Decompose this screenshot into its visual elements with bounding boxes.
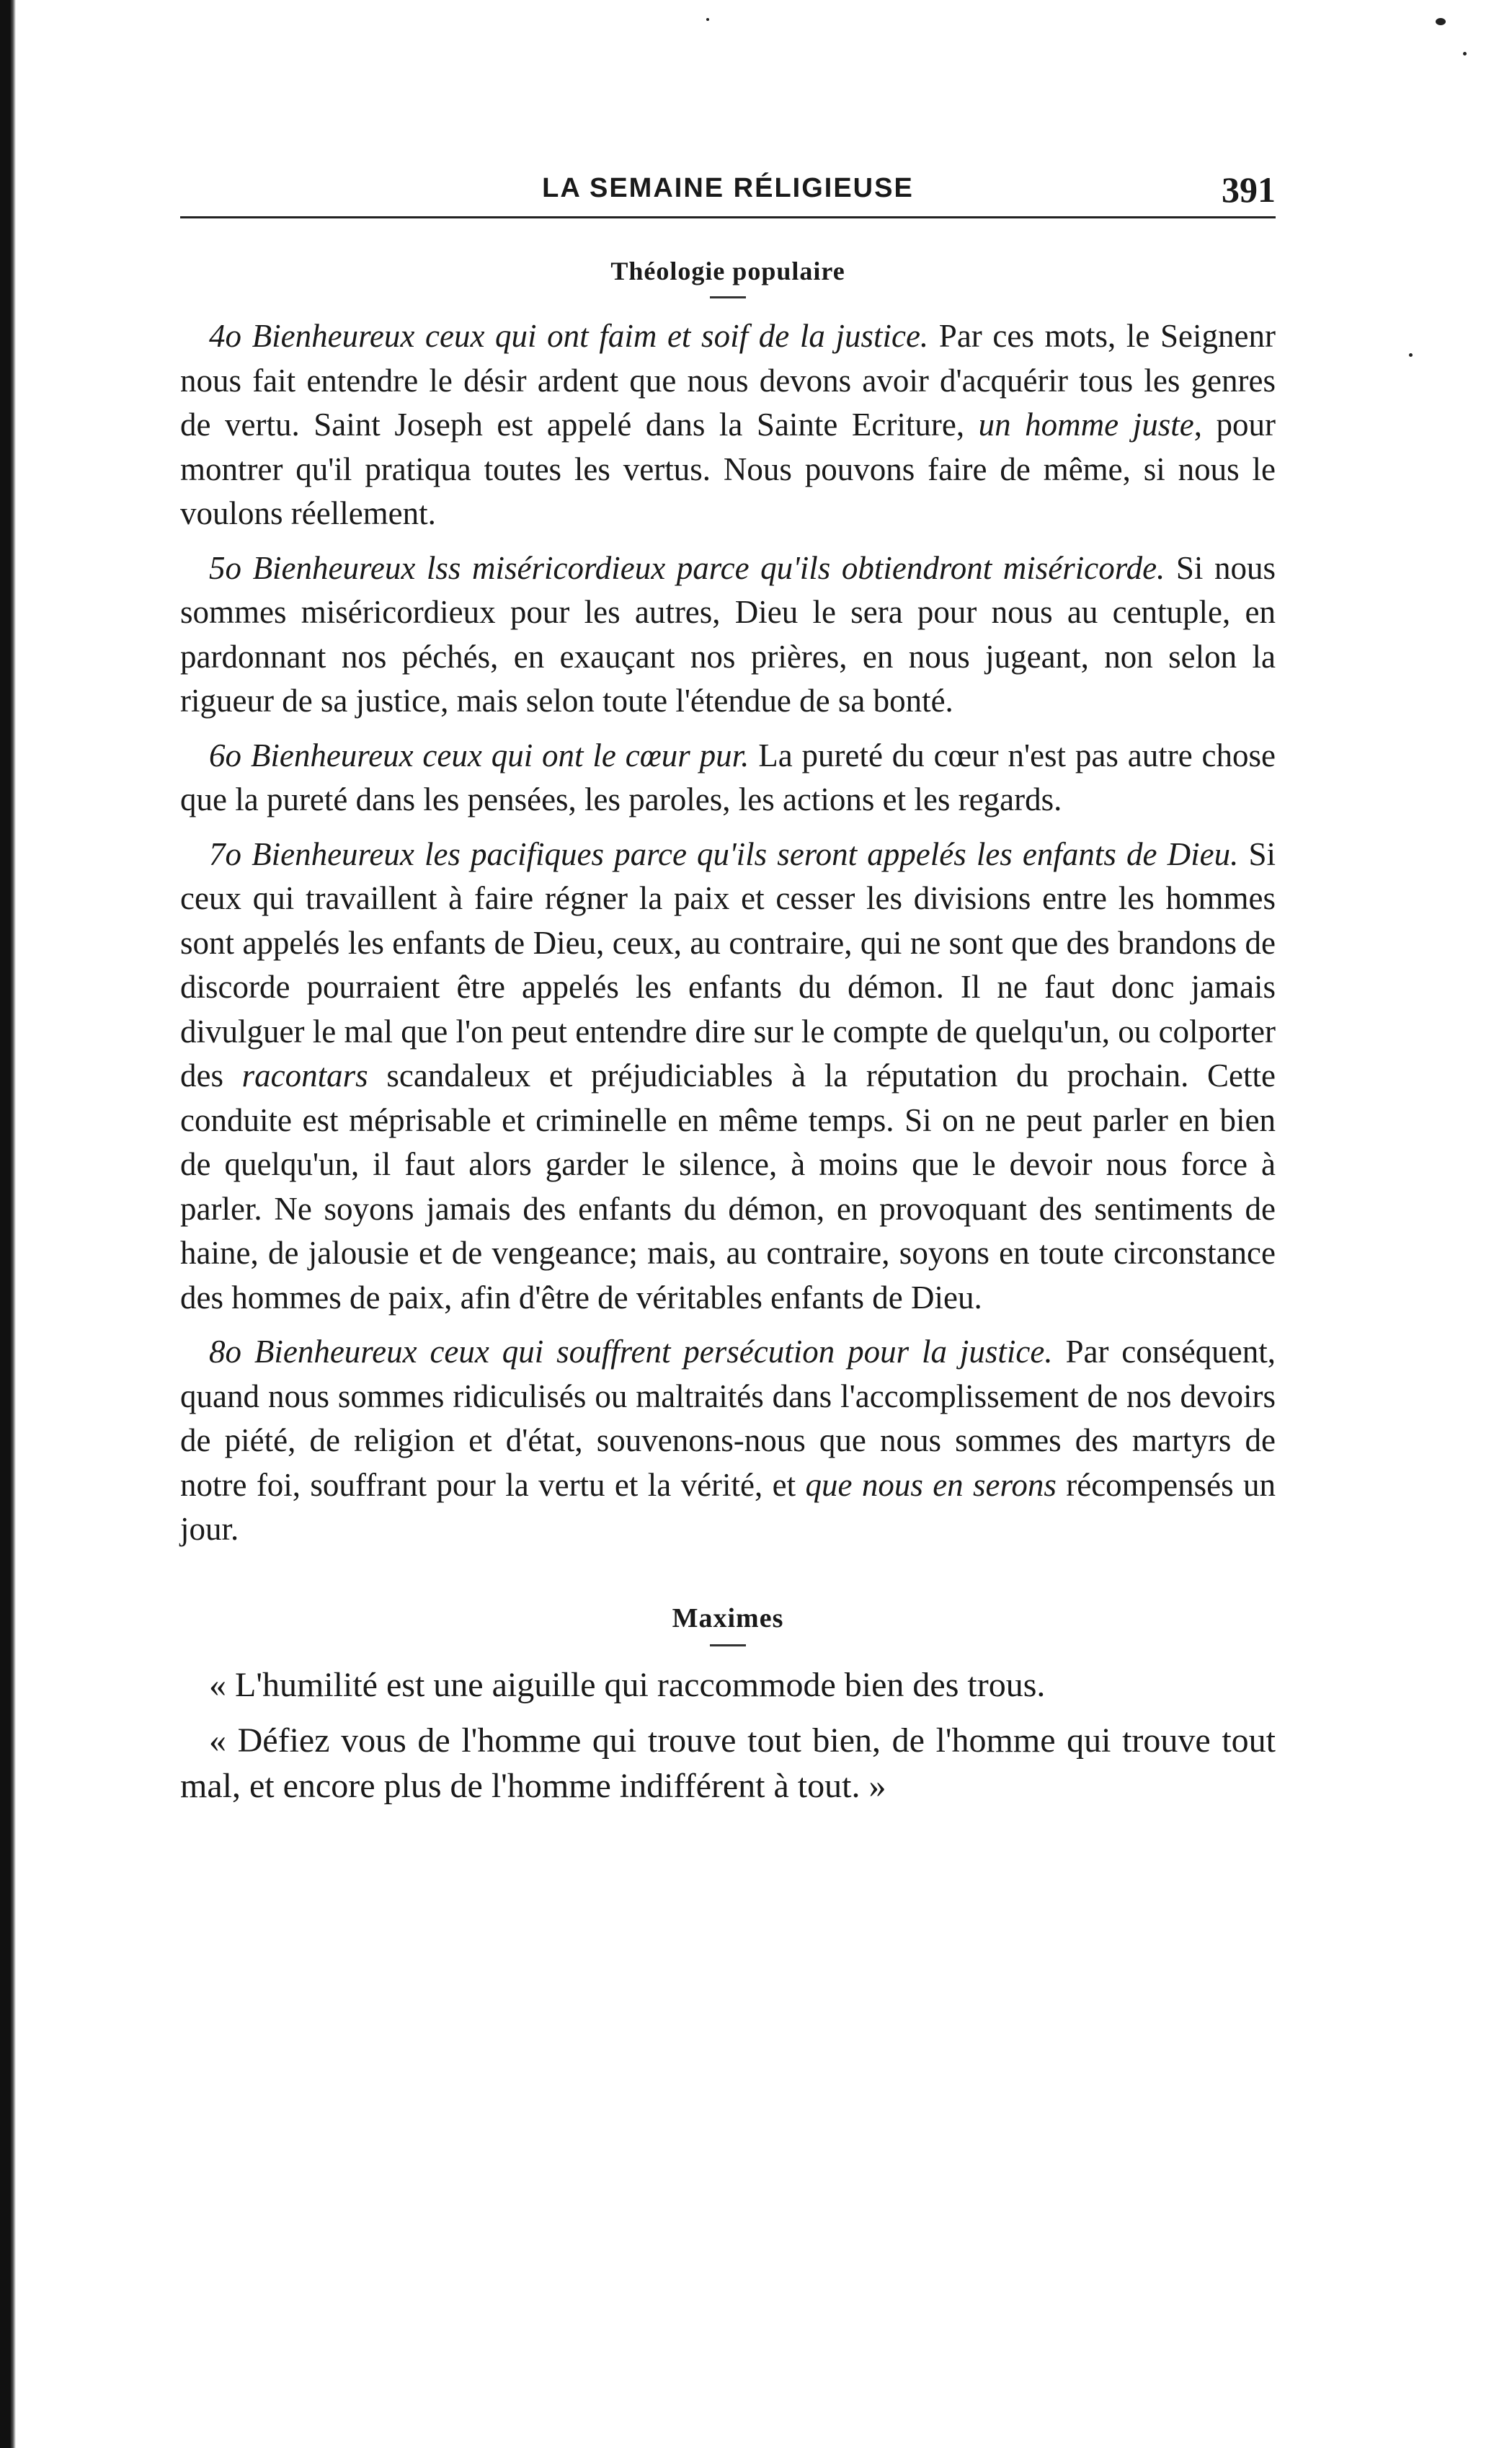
maxim-1: « L'humilité est une aiguille qui raccommode bien des trous. <box>209 1665 1046 1704</box>
running-title: LA SEMAINE RÉLIGIEUSE <box>542 173 914 203</box>
beatitude-7-text: Si ceux qui travaillent à faire régner la paix et cesser les divisions entre les hommes sont appelés les enfants de Dieu, ceux, au contraire, qui ne sont que des brandons de discorde pourraient être appelés les enfants du démon. Il ne faut donc jamais divulguer le mal que l'on peut entendre dire sur le compte de quelqu'un, ou colporter des <box>180 835 1276 1094</box>
beatitude-4-rest: , pour montrer qu'il pratiqua toutes les vertus. Nous pouvons faire de même, si nous le voulons réellement. <box>180 407 1276 531</box>
print-speck <box>706 18 709 21</box>
section-title: Théologie populaire <box>610 257 845 285</box>
beatitude-4-lead: 4o Bienheureux ceux qui ont faim et soif de la justice. <box>209 318 929 354</box>
paragraph-beatitude-8 <box>180 1330 1276 1552</box>
beatitude-8-text: Par conséquent, quand nous sommes ridiculisés ou maltraités dans l'accomplissement de nos devoirs de piété, de religion et d'état, souvenons-nous que nous sommes des martyrs de notre foi, souffrant pour la vertu et la vérité, et <box>180 1334 1276 1503</box>
paragraph-beatitude-4 <box>180 314 1276 536</box>
paragraph-beatitude-5 <box>180 546 1276 724</box>
beatitude-7-rest: scandaleux et préjudiciables à la réputation du prochain. Cette conduite est méprisable et criminelle en même temps. Si on ne peut parler en bien de quelqu'un, il faut alors garder le silence, à moins que le devoir nous force à parler. Ne soyons jamais des enfants du démon, en provoquant des sentiments de haine, de jalousie et de vengeance; mais, au contraire, soyons en toute circonstance des hommes de paix, afin d'être de véritables enfants de Dieu. <box>180 1057 1276 1316</box>
beatitude-5-lead: 5o Bienheureux lss miséricordieux parce qu'ils obtiendront miséricorde. <box>209 549 1165 586</box>
maxims-divider <box>710 1644 746 1646</box>
beatitude-8-italic: que nous en serons <box>805 1466 1057 1503</box>
paragraph-beatitude-6 <box>180 734 1276 822</box>
section-divider <box>710 296 746 298</box>
beatitude-8-lead: 8o Bienheureux ceux qui souffrent persécution pour la justice. <box>209 1334 1053 1370</box>
book-binding-edge <box>0 0 16 2448</box>
beatitude-4-text: Par ces mots, le Seignenr nous fait entendre le désir ardent que nous devons avoir d'acquérir tous les genres de vertu. Saint Joseph est appelé dans la Sainte Ecriture, <box>180 318 1276 443</box>
print-speck <box>1436 18 1446 25</box>
running-head <box>180 169 1276 218</box>
book-page <box>180 169 1276 1819</box>
maxim-2: « Défiez vous de l'homme qui trouve tout bien, de l'homme qui trouve tout mal, et encore plus de l'homme indifférent à tout. » <box>180 1721 1276 1805</box>
paragraph-beatitude-7 <box>180 833 1276 1321</box>
maxims-title: Maximes <box>672 1602 784 1633</box>
beatitude-4-italic: un homme juste <box>978 407 1194 443</box>
print-speck <box>1409 353 1413 357</box>
beatitude-5-text: Si nous sommes miséricordieux pour les autres, Dieu le sera pour nous au centuple, en pardonnant nos péchés, en exauçant nos prières, en nous jugeant, non selon la rigueur de sa justice, mais selon toute l'étendue de sa bonté. <box>180 549 1276 719</box>
beatitude-6-text: La pureté du cœur n'est pas autre chose que la pureté dans les pensées, les paroles, les actions et les regards. <box>180 737 1276 817</box>
beatitude-7-italic: racontars <box>241 1057 368 1094</box>
beatitude-8-rest: récompensés un jour. <box>180 1466 1276 1547</box>
beatitude-6-lead: 6o Bienheureux ceux qui ont le cœur pur. <box>209 737 750 773</box>
beatitude-7-lead: 7o Bienheureux les pacifiques parce qu'ils seront appelés les enfants de Dieu. <box>209 835 1239 872</box>
print-speck <box>1463 52 1467 56</box>
page-number: 391 <box>1222 169 1276 210</box>
